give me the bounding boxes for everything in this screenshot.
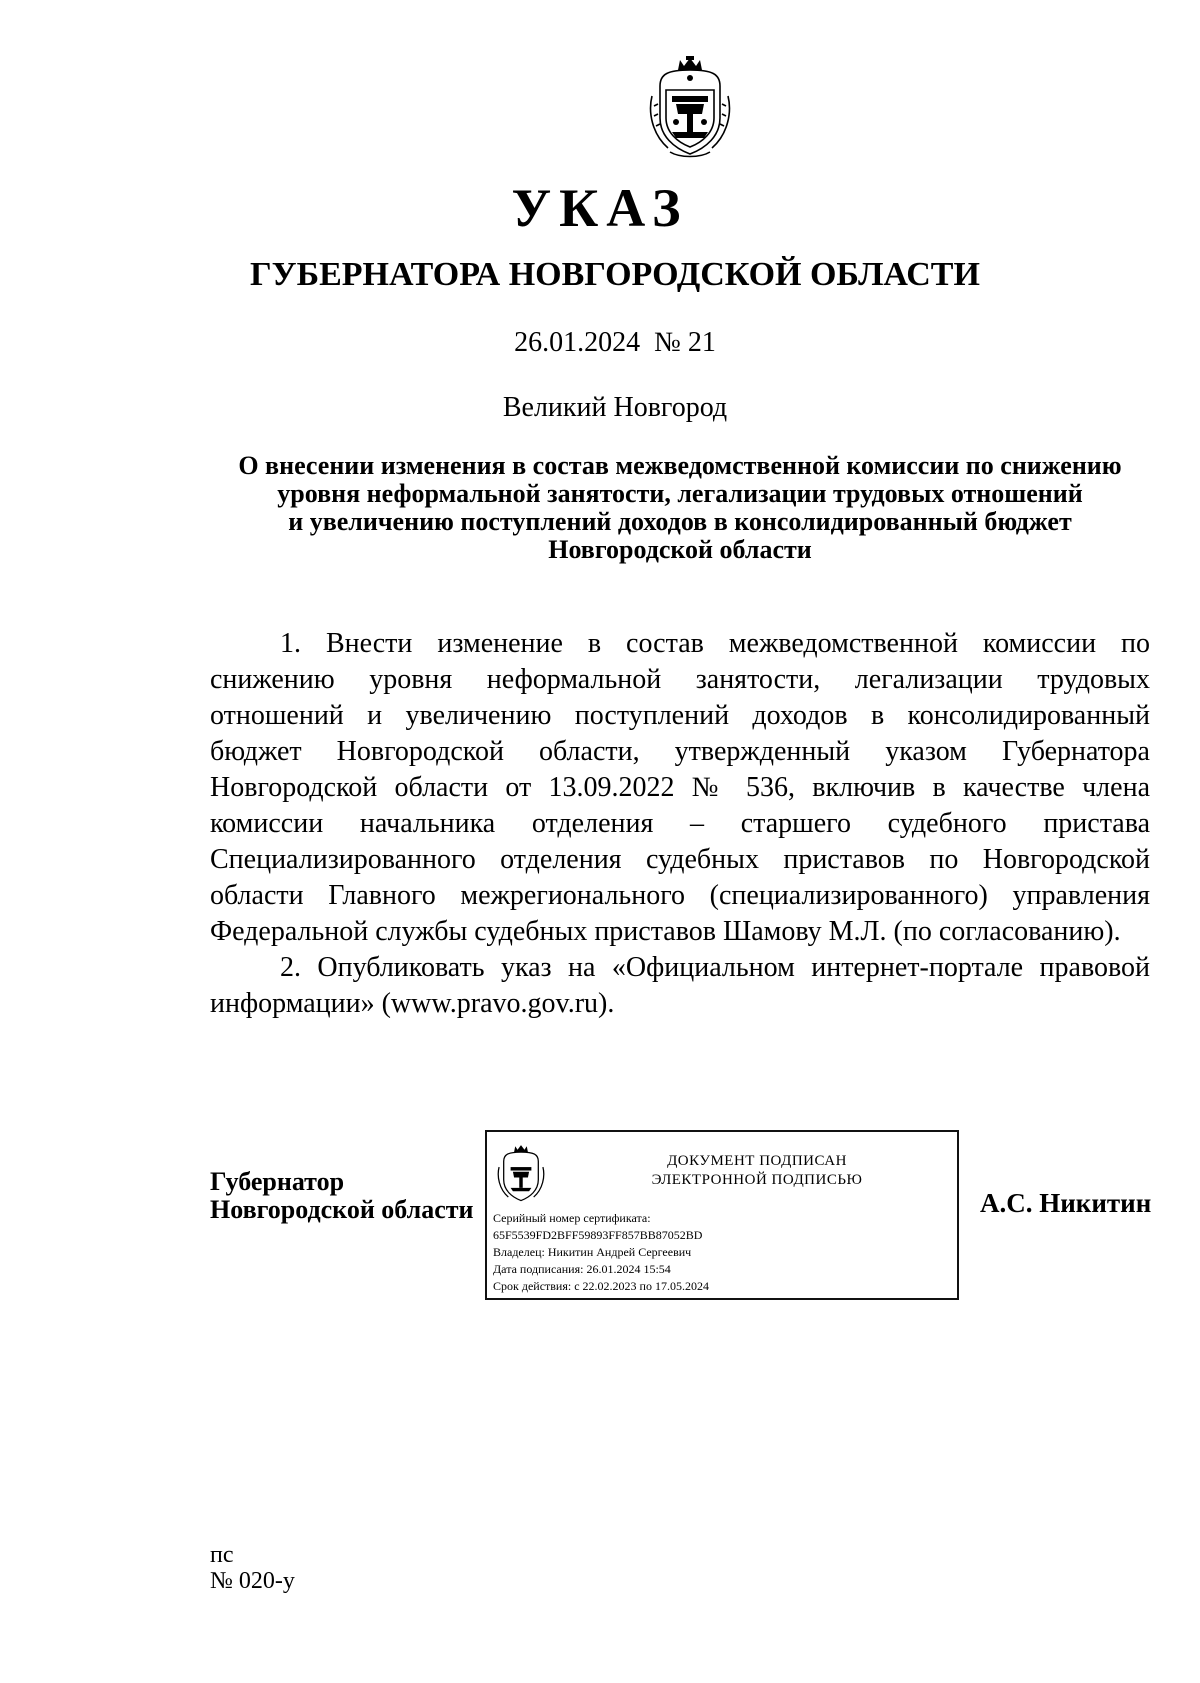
document-heading [210,452,1150,564]
stamp-coat-of-arms-icon [495,1144,547,1204]
electronic-signature-stamp [485,1130,959,1300]
document-subtitle: ГУБЕРНАТОРА НОВГОРОДСКОЙ ОБЛАСТИ [250,256,980,293]
body-paragraph-1: 1. Внести изменение в состав межведомственной комиссии по снижению уровня неформальной занятости, легализации трудовых отношений и увеличению поступлений доходов в консолидированный бюджет Новгородской области, утвержденный указом Губернатора Новгородской области от 13.09.2022 № 536, включив в качестве члена комиссии начальника отделения – старшего судебного пристава Специализированного отделения судебных приставов по Новгородской области Главного межрегионального (специализированного) управления Федеральной службы судебных приставов Шамову М.Л. (по согласованию). [210,628,1150,947]
document-footer [210,1542,295,1594]
stamp-cert-number: 65F5539FD2BFF59893FF857BB87052BD [493,1228,703,1242]
stamp-heading [567,1152,947,1190]
stamp-heading-line: ЭЛЕКТРОННОЙ ПОДПИСЬЮ [651,1172,863,1188]
document-date: 26.01.2024 [514,327,641,358]
signatory-position [210,1168,474,1224]
heading-line: и увеличению поступлений доходов в консолидированный бюджет [288,507,1072,536]
stamp-cert-label: Серийный номер сертификата: [493,1211,651,1225]
stamp-validity: Срок действия: с 22.02.2023 по 17.05.2024 [493,1279,709,1293]
signatory-position-line: Новгородской области [210,1195,474,1224]
document-place: Великий Новгород [502,392,728,423]
document-body [210,626,1150,1022]
stamp-owner: Владелец: Никитин Андрей Сергеевич [493,1245,692,1259]
document-title: УКАЗ [511,178,689,238]
stamp-details [493,1210,709,1295]
document-number: № 21 [654,327,716,358]
footer-line: № 020-у [210,1568,295,1594]
document-date-number [0,326,1200,360]
heading-line: уровня неформальной занятости, легализации трудовых отношений [277,479,1083,508]
signatory-position-line: Губернатор [210,1167,345,1196]
heading-line: О внесении изменения в состав межведомственной комиссии по снижению [238,451,1122,480]
heading-line: Новгородской области [548,535,812,564]
body-paragraph-2: 2. Опубликовать указ на «Официальном интернет-портале правовой информации» (www.pravo.gov.ru). [210,952,1150,1019]
novgorod-coat-of-arms-icon [646,56,734,160]
stamp-heading-line: ДОКУМЕНТ ПОДПИСАН [667,1153,847,1169]
footer-line: пс [210,1542,234,1568]
signatory-name: А.С. Никитин [980,1188,1152,1218]
stamp-signed-date: Дата подписания: 26.01.2024 15:54 [493,1262,671,1276]
